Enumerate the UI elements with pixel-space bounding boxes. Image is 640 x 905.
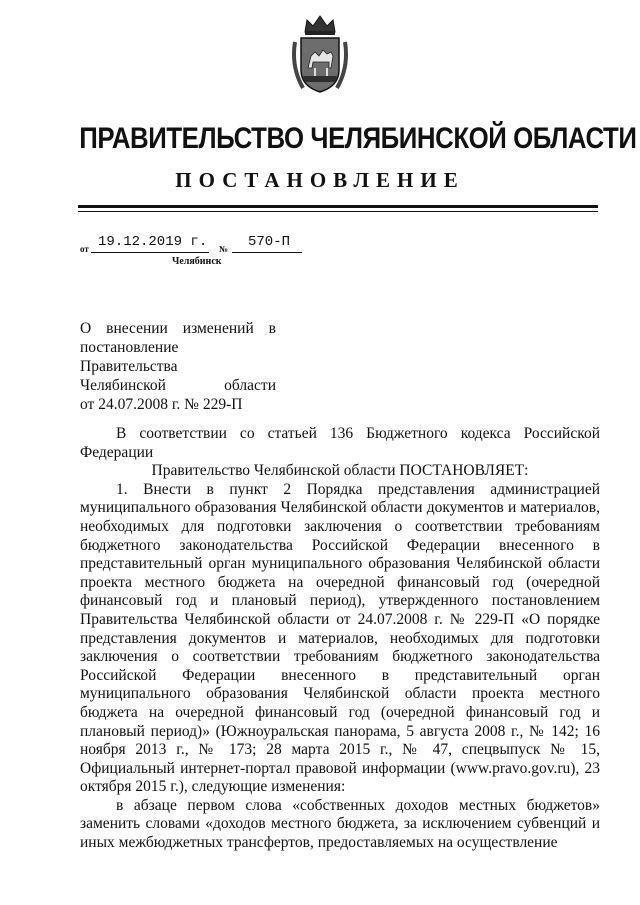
date-label: от: [80, 244, 89, 254]
document-date: 19.12.2019 г.: [98, 234, 208, 250]
document-subject: [80, 319, 276, 414]
date-number-row: [80, 232, 340, 256]
coat-of-arms-icon: [289, 12, 351, 96]
document-number: 570-П: [248, 234, 291, 250]
city-name: Челябинск: [172, 256, 222, 267]
subject-line: постановление Правительства: [80, 339, 179, 375]
document-body: [80, 425, 600, 853]
subject-line: О внесении изменений в: [80, 320, 276, 337]
resolves-line: Правительство Челябинской области ПОСТАНОВЛЯЕТ:: [151, 462, 529, 480]
number-underline: [232, 252, 302, 253]
header-rule-thick: [78, 205, 598, 208]
item-1-paragraph: 1. Внести в пункт 2 Порядка представления администрацией муниципального образования Челябинской области документов и материалов, необходимых для подготовки заключения о соответствии требованиям бюджетного законодательства Российской Федерации внесенного в представительный орган муниципального образования Челябинской области проекта местного бюджета на очередной финансовый год (очередной финансовый год и плановый период), утвержденного постановлением Правительства Челябинской области от 24.07.2008 г. № 229-П «О порядке представления документов и материалов, необходимых для подготовки заключения о соответствии требованиям бюджетного законодательства Российской Федерации внесенного в представительный орган муниципального образования Челябинской области проекта местного бюджета на очередной финансовый год (очередной финансовый год и плановый период)» (Южноуральская панорама, 5 августа 2008 г., № 142; 16 ноября 2013 г., № 173; 28 марта 2015 г., № 47, спецвыпуск № 15, Официальный интернет-портал правовой информации (www.pravo.gov.ru), 23 октября 2015 г.), следующие изменения:: [80, 480, 600, 796]
organization-title: ПРАВИТЕЛЬСТВО ЧЕЛЯБИНСКОЙ ОБЛАСТИ: [79, 122, 637, 155]
header-rule-thin: [78, 211, 598, 212]
subject-line: Челябинской области: [80, 377, 276, 394]
item-1-change-paragraph: в абзаце первом слова «собственных доходов местных бюджетов» заменить словами «доходов местного бюджета, за исключением субвенций и иных межбюджетных трансфертов, предоставляемых на осуществление: [80, 796, 600, 852]
subject-line: от 24.07.2008 г. № 229-П: [80, 396, 243, 413]
document-type: ПОСТАНОВЛЕНИЕ: [175, 168, 465, 192]
number-label: №: [219, 244, 229, 254]
date-underline: [91, 252, 209, 253]
preamble-paragraph: В соответствии со статьей 136 Бюджетного кодекса Российской Федерации: [80, 425, 600, 461]
